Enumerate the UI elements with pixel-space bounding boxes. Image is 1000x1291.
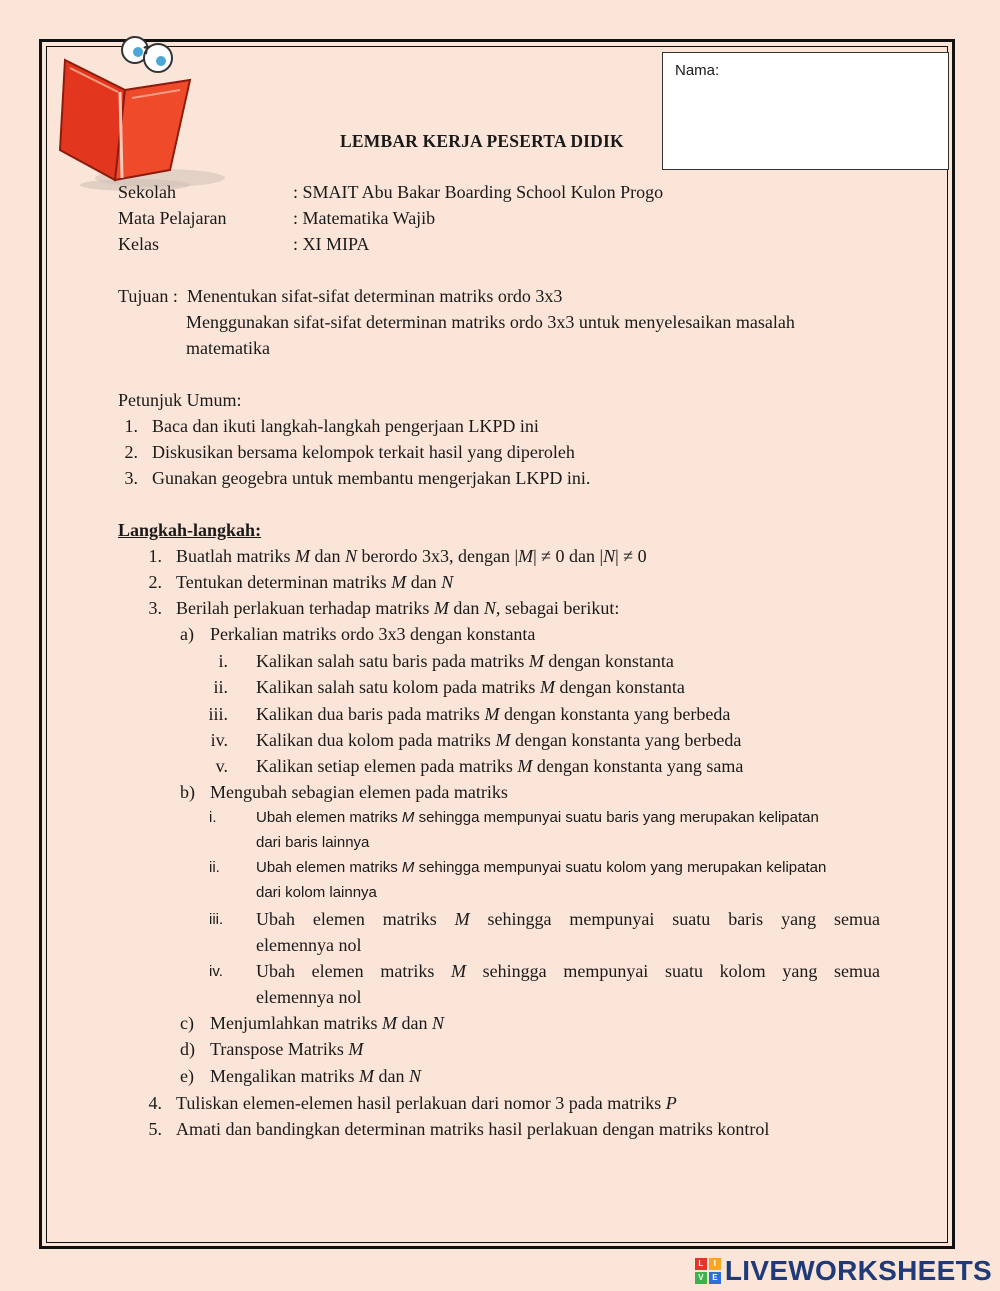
roman-item-cont: elemennya nol [256, 987, 362, 1007]
info-label-sekolah: Sekolah [118, 182, 176, 202]
roman-number: i. [209, 809, 217, 826]
tujuan-label: Tujuan : [118, 286, 178, 306]
page-title: LEMBAR KERJA PESERTA DIDIK [340, 131, 624, 151]
step-number: 2. [148, 572, 162, 592]
info-value-kelas: : XI MIPA [293, 234, 370, 254]
roman-number: ii. [209, 859, 220, 876]
substep-text: Perkalian matriks ordo 3x3 dengan konstanta [210, 624, 536, 644]
step-text: Buatlah matriks M dan N berordo 3x3, dengan |M| ≠ 0 dan |N| ≠ 0 [176, 546, 647, 566]
substep-letter: b) [180, 782, 195, 802]
step-text: Amati dan bandingkan determinan matriks hasil perlakuan dengan matriks kontrol [176, 1119, 770, 1139]
substep-text: Mengubah sebagian elemen pada matriks [210, 782, 508, 802]
tujuan-line: matematika [186, 338, 270, 358]
roman-item: Kalikan dua baris pada matriks M dengan konstanta yang berbeda [256, 704, 731, 724]
info-value-sekolah: : SMAIT Abu Bakar Boarding School Kulon Progo [293, 182, 664, 202]
roman-number: ii. [213, 677, 228, 697]
step-number: 3. [148, 598, 162, 618]
liveworksheets-icon: L I V E [695, 1258, 721, 1284]
list-item: Diskusikan bersama kelompok terkait hasil yang diperoleh [152, 442, 575, 462]
substep-text: Menjumlahkan matriks M dan N [210, 1013, 444, 1033]
roman-item: Ubah elemen matriks M sehingga mempunyai suatu baris yang merupakan kelipatan [256, 809, 819, 826]
tujuan-line: Menggunakan sifat-sifat determinan matriks ordo 3x3 untuk menyelesaikan masalah [186, 312, 795, 332]
substep-letter: e) [180, 1066, 194, 1086]
roman-item: Ubah elemen matriks M sehingga mempunyai suatu kolom yang semua [256, 961, 880, 981]
roman-item: Kalikan dua kolom pada matriks M dengan konstanta yang berbeda [256, 730, 742, 750]
petunjuk-heading: Petunjuk Umum: [118, 390, 242, 410]
roman-item-cont: dari baris lainnya [256, 834, 370, 851]
list-number: 1. [124, 416, 138, 436]
step-number: 5. [148, 1119, 162, 1139]
roman-number: i. [218, 651, 228, 671]
step-text: Tentukan determinan matriks M dan N [176, 572, 454, 592]
roman-item: Kalikan salah satu kolom pada matriks M dengan konstanta [256, 677, 685, 697]
step-text: Berilah perlakuan terhadap matriks M dan N, sebagai berikut: [176, 598, 620, 618]
book-reading-mascot-icon [40, 30, 230, 195]
roman-item: Ubah elemen matriks M sehingga mempunyai suatu baris yang semua [256, 909, 880, 929]
brand-name: LIVEWORKSHEETS [724, 1255, 992, 1286]
roman-number: iv. [209, 963, 223, 980]
substep-letter: c) [180, 1013, 194, 1033]
langkah-heading: Langkah-langkah: [118, 520, 262, 540]
info-value-mapel: : Matematika Wajib [293, 208, 436, 228]
substep-text: Transpose Matriks M [210, 1039, 364, 1059]
liveworksheets-logo [695, 1255, 992, 1287]
list-item: Baca dan ikuti langkah-langkah pengerjaan LKPD ini [152, 416, 539, 436]
substep-letter: d) [180, 1039, 195, 1059]
list-number: 3. [124, 468, 138, 488]
step-text: Tuliskan elemen-elemen hasil perlakuan dari nomor 3 pada matriks P [176, 1093, 677, 1113]
substep-letter: a) [180, 624, 194, 644]
info-label-mapel: Mata Pelajaran [118, 208, 227, 228]
roman-item: Ubah elemen matriks M sehingga mempunyai suatu kolom yang merupakan kelipatan [256, 859, 827, 876]
roman-number: iv. [210, 730, 228, 750]
list-item: Gunakan geogebra untuk membantu mengerjakan LKPD ini. [152, 468, 591, 488]
list-number: 2. [124, 442, 138, 462]
roman-item-cont: dari kolom lainnya [256, 884, 377, 901]
step-number: 1. [148, 546, 162, 566]
tujuan-line: Menentukan sifat-sifat determinan matriks ordo 3x3 [187, 286, 563, 306]
name-label: Nama: [675, 62, 720, 79]
roman-item: Kalikan setiap elemen pada matriks M dengan konstanta yang sama [256, 756, 744, 776]
roman-number: v. [215, 756, 228, 776]
roman-item-cont: elemennya nol [256, 935, 362, 955]
roman-number: iii. [209, 911, 224, 928]
info-label-kelas: Kelas [118, 234, 159, 254]
name-field[interactable] [662, 52, 949, 170]
roman-number: iii. [208, 704, 228, 724]
step-number: 4. [148, 1093, 162, 1113]
substep-text: Mengalikan matriks M dan N [210, 1066, 421, 1086]
roman-item: Kalikan salah satu baris pada matriks M dengan konstanta [256, 651, 674, 671]
